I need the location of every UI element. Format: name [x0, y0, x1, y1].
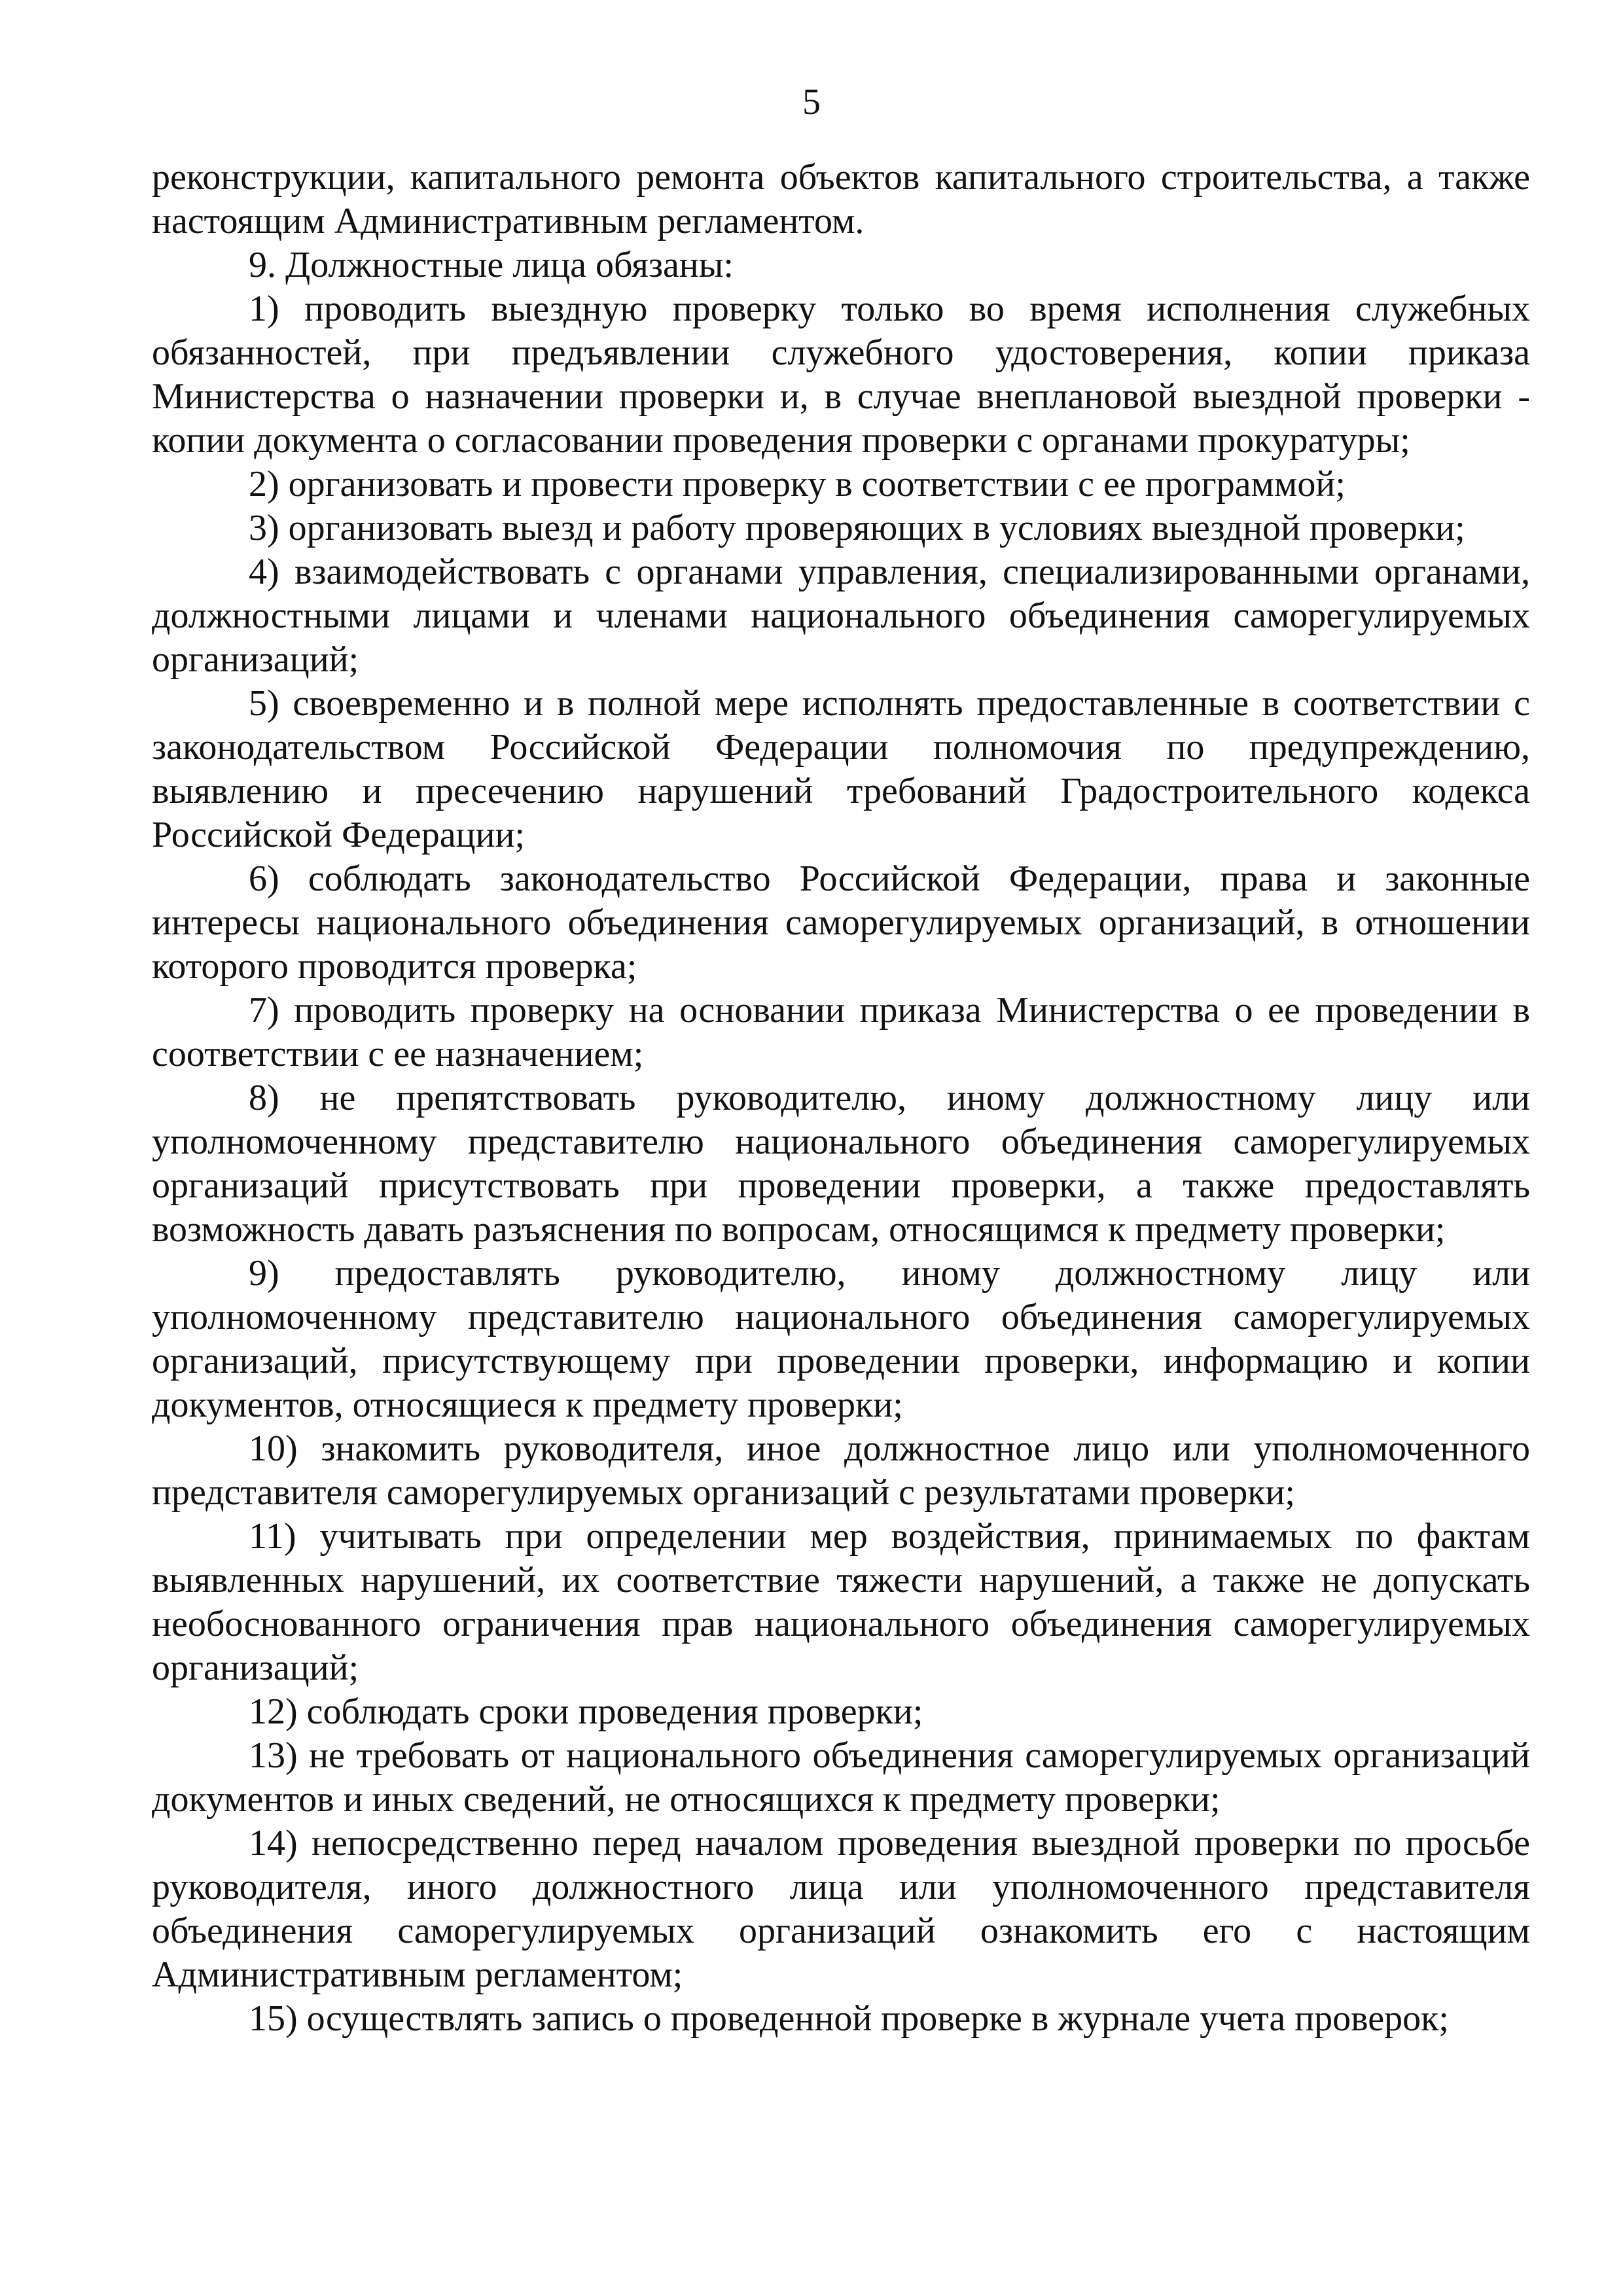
list-item: 7) проводить проверку на основании приказа Министерства о ее проведении в соответствии с ее назначением;: [152, 990, 1530, 1074]
list-item: 9) предоставлять руководителю, иному должностному лицу или уполномоченному представителю национального объединения саморегулируемых организаций, присутствующему при проведении проверки, информацию и копии документов, относящиеся к предмету проверки;: [152, 1253, 1530, 1425]
list-item: 6) соблюдать законодательство Российской Федерации, права и законные интересы национального объединения саморегулируемых организаций, в отношении которого проводится проверка;: [152, 858, 1530, 987]
list-item: 3) организовать выезд и работу проверяющих в условиях выездной проверки;: [249, 508, 1465, 548]
list-item: 4) взаимодействовать с органами управления, специализированными органами, должностными лицами и членами национального объединения саморегулируемых организаций;: [152, 552, 1530, 680]
list-item: 8) не препятствовать руководителю, иному должностному лицу или уполномоченному представителю национального объединения саморегулируемых организаций присутствовать при проведении проверки, а также предоставлять возможность давать разъяснения по вопросам, относящимся к предмету проверки;: [152, 1078, 1530, 1250]
page-number: 5: [802, 82, 821, 122]
list-item: 14) непосредственно перед началом проведения выездной проверки по просьбе руководителя, иного должностного лица или уполномоченного представителя объединения саморегулируемых организаций ознакомить его с настоящим Административным регламентом;: [152, 1823, 1530, 1995]
list-item: 11) учитывать при определении мер воздействия, принимаемых по фактам выявленных нарушений, их соответствие тяжести нарушений, а также не допускать необоснованного ограничения прав национального объединения саморегулируемых организаций;: [152, 1516, 1530, 1688]
document-body: [152, 156, 1530, 2041]
list-item: 12) соблюдать сроки проведения проверки;: [249, 1691, 923, 1732]
list-item: 2) организовать и провести проверку в соответствии с ее программой;: [249, 464, 1346, 504]
list-item: 5) своевременно и в полной мере исполнять предоставленные в соответствии с законодательством Российской Федерации полномочия по предупреждению, выявлению и пресечению нарушений требований Градостроительного кодекса Российской Федерации;: [152, 683, 1530, 855]
section-heading: 9. Должностные лица обязаны:: [249, 245, 734, 285]
paragraph-intro: реконструкции, капитального ремонта объектов капитального строительства, а также настоящим Административным регламентом.: [152, 157, 1530, 241]
list-item: 10) знакомить руководителя, иное должностное лицо или уполномоченного представителя саморегулируемых организаций с результатами проверки;: [152, 1428, 1530, 1513]
list-item: 13) не требовать от национального объединения саморегулируемых организаций документов и иных сведений, не относящихся к предмету проверки;: [152, 1735, 1530, 1820]
list-item: 15) осуществлять запись о проведенной проверке в журнале учета проверок;: [249, 1998, 1449, 2039]
list-item: 1) проводить выездную проверку только во время исполнения служебных обязанностей, при предъявлении служебного удостоверения, копии приказа Министерства о назначении проверки и, в случае внеплановой выездной проверки - копии документа о согласовании проведения проверки с органами прокуратуры;: [152, 289, 1530, 461]
